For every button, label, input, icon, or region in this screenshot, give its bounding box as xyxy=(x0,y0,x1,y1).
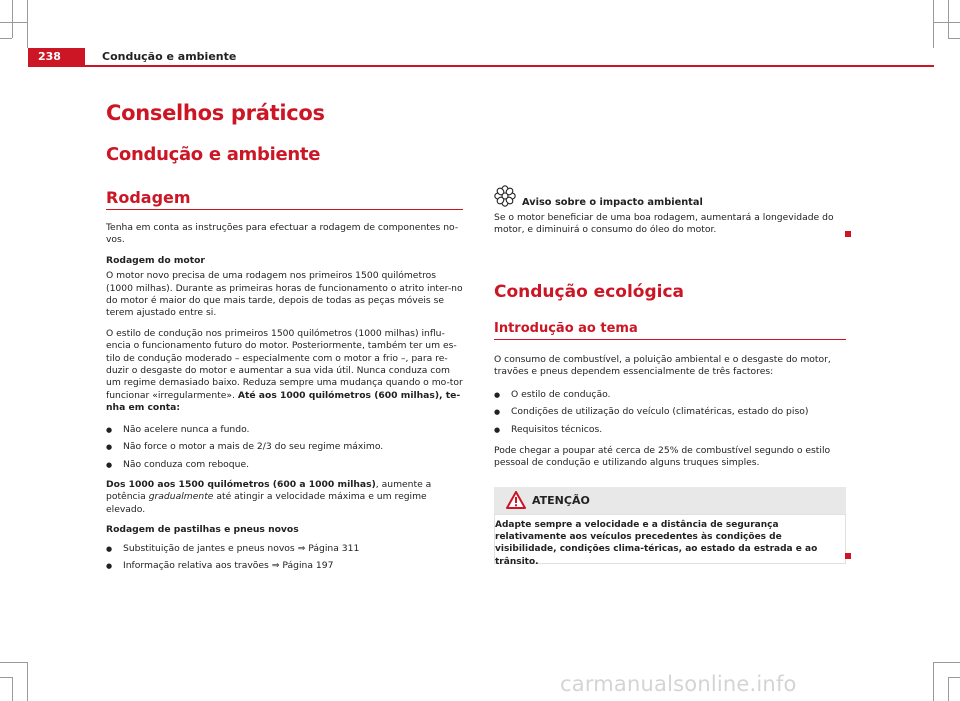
environment-note-title: Aviso sobre o impacto ambiental xyxy=(522,197,703,208)
crop-mark xyxy=(0,38,12,39)
crop-mark xyxy=(948,677,960,678)
crop-mark xyxy=(12,0,13,38)
motor-heading: Rodagem do motor xyxy=(106,254,205,266)
list-item: ● O estilo de condução. xyxy=(494,389,846,401)
crop-mark xyxy=(12,677,13,701)
crop-mark xyxy=(948,677,949,701)
intro-rule xyxy=(494,339,846,340)
watermark: carmanualsonline.info xyxy=(560,672,797,696)
warning-box xyxy=(494,487,846,567)
range-text-1: , aumente a potência xyxy=(106,478,432,503)
crop-mark xyxy=(0,22,27,23)
crop-mark xyxy=(948,0,949,38)
list-item: ● Não force o motor a mais de 2/3 do seu regime máximo. xyxy=(106,441,464,453)
environment-note-text: Se o motor beneficiar de uma boa rodagem, aumentará a longevidade do motor, e diminuirá o consumo do óleo do motor. xyxy=(494,212,834,236)
crop-mark xyxy=(0,677,12,678)
eco-driving-title: Condução ecológica xyxy=(494,282,685,302)
pads-bullets xyxy=(106,543,464,573)
section-title: Condução e ambiente xyxy=(106,144,321,165)
warning-text: Adapte sempre a velocidade e a distância de segurança relativamente aos veículos precedentes às condições de visibilidade, condições clima-téricas, ao estado da estrada e ao trânsito. xyxy=(495,520,818,567)
environment-flower-icon xyxy=(494,185,516,207)
list-item: ● Requisitos técnicos. xyxy=(494,424,846,436)
motor-paragraph-2 xyxy=(106,328,464,415)
crop-mark xyxy=(27,0,28,48)
running-header: Condução e ambiente xyxy=(102,50,237,63)
chapter-title: Conselhos práticos xyxy=(106,101,325,125)
range-emphasis: Dos 1000 aos 1500 quilómetros (600 a 1000 milhas) xyxy=(106,478,376,490)
header-rule xyxy=(28,65,934,67)
crop-mark xyxy=(0,662,27,663)
list-item: ● Não conduza com reboque. xyxy=(106,459,464,471)
page-link-item[interactable]: ● Substituição de jantes e pneus novos ⇒ Página 311 xyxy=(106,543,464,555)
warning-header xyxy=(494,487,846,514)
crop-mark xyxy=(27,662,28,701)
end-mark xyxy=(845,231,851,237)
factors-list xyxy=(494,389,846,436)
rodagem-heading: Rodagem xyxy=(106,188,191,207)
crop-mark xyxy=(933,662,934,701)
warning-triangle-icon xyxy=(506,491,526,509)
intro-text: O consumo de combustível, a poluição ambiental e o desgaste do motor, travões e pneus dependem essencialmente de três factores: xyxy=(494,354,831,378)
savings-text: Pode chegar a poupar até cerca de 25% de combustível segundo o estilo pessoal de condução e utilizando alguns truques simples. xyxy=(494,445,831,469)
page-number: 238 xyxy=(28,48,85,65)
motor-paragraph-2-emphasis: Até aos 1000 quilómetros (600 milhas), te-nha em conta: xyxy=(106,389,461,414)
intro-paragraph: Tenha em conta as instruções para efectuar a rodagem de componentes no-vos. xyxy=(106,222,459,246)
motor-paragraph-1: O motor novo precisa de uma rodagem nos primeiros 1500 quilómetros (1000 milhas). Durante as primeiras horas de funcionamento o atrito inter-no do motor é maior do que mais tarde, depois de todas as peças móveis se terem ajustado entre si. xyxy=(106,270,463,319)
warning-body xyxy=(494,514,846,567)
range-text-2: até atingir a velocidade máxima e um regime elevado. xyxy=(106,491,427,515)
page-link-item[interactable]: ● Informação relativa aos travões ⇒ Página 197 xyxy=(106,560,464,572)
crop-mark xyxy=(933,662,960,663)
range-italic: gradualmente xyxy=(148,491,214,503)
motor-paragraph-2-text: O estilo de condução nos primeiros 1500 quilómetros (1000 milhas) influ-encia o funcionamento futuro do motor. Posteriormente, também ter um es-tilo de condução moderado – especialmente com o motor a frio –, para re-duzir o desgaste do motor e aumentar a sua vida útil. Nunca conduza com um regime demasiado baixo. Reduza sempre uma mudança quando o mo-tor funcionar «irregularmente». xyxy=(106,327,463,401)
rodagem-rule xyxy=(106,209,463,210)
left-column-body xyxy=(106,222,464,572)
range-paragraph xyxy=(106,479,464,516)
rodagem-bullets xyxy=(106,424,464,471)
crop-mark xyxy=(933,22,960,23)
right-column-body xyxy=(494,354,846,470)
pads-heading: Rodagem de pastilhas e pneus novos xyxy=(106,524,299,536)
list-item: ● Não acelere nunca a fundo. xyxy=(106,424,464,436)
list-item: ● Condições de utilização do veículo (climatéricas, estado do piso) xyxy=(494,406,846,418)
warning-title: ATENÇÃO xyxy=(532,494,590,507)
intro-subtitle: Introdução ao tema xyxy=(494,321,638,336)
crop-mark xyxy=(933,0,934,48)
end-mark xyxy=(845,553,851,559)
crop-mark xyxy=(948,38,960,39)
